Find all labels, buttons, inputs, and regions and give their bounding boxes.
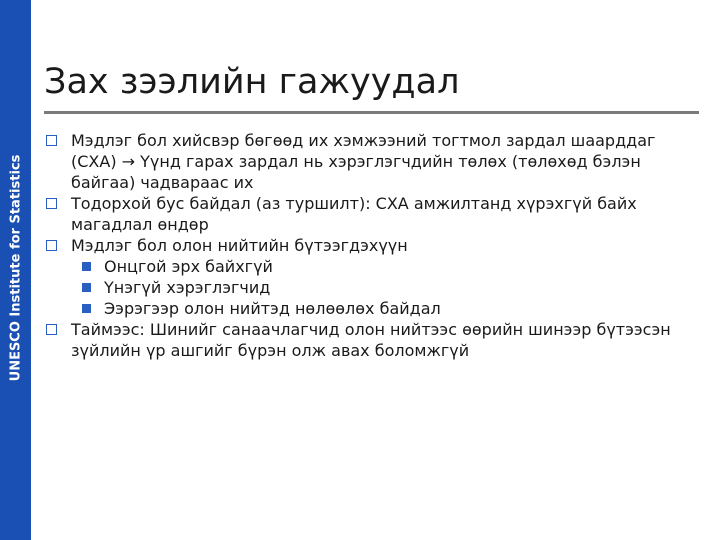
bullet-list [46, 130, 691, 361]
hollow-square-bullet-icon [46, 240, 57, 251]
hollow-square-bullet-icon [46, 324, 57, 335]
bullet-item [46, 235, 691, 256]
bullet-text: Мэдлэг бол хийсвэр бөгөөд их хэмжээний тогтмол зардал шаарддаг (СХА) → Үүнд гарах зардал нь хэрэглэгчдийн төлөх (төлөхөд бэлэн байгаа) чадвараас их [71, 131, 656, 192]
filled-square-bullet-icon [82, 304, 91, 313]
bullet-item [46, 130, 691, 193]
bullet-text: Мэдлэг бол олон нийтийн бүтээгдэхүүн [71, 236, 408, 255]
title-divider [44, 111, 699, 114]
sub-bullet-text: Ээрэгээр олон нийтэд нөлөөлөх байдал [104, 299, 441, 318]
sub-bullet-text: Онцгой эрх байхгүй [104, 257, 273, 276]
sub-bullet-text: Үнэгүй хэрэглэгчид [104, 278, 271, 297]
bullet-text: Таймээс: Шинийг санаачлагчид олон нийтээс өөрийн шинээр бүтээсэн зүйлийн үр ашгийг бүрэн олж авах боломжгүй [71, 320, 671, 360]
sub-bullet-item [46, 298, 691, 319]
bullet-item [46, 319, 691, 361]
slide-title: Зах зээлийн гажуудал [44, 62, 460, 102]
bullet-text: Тодорхой бус байдал (аз туршилт): СХА амжилтанд хүрэхгүй байх магадлал өндөр [71, 194, 637, 234]
hollow-square-bullet-icon [46, 135, 57, 146]
sidebar-band [0, 0, 31, 540]
sub-bullet-item [46, 256, 691, 277]
bullet-item [46, 193, 691, 235]
filled-square-bullet-icon [82, 283, 91, 292]
sub-bullet-item [46, 277, 691, 298]
sidebar-label: UNESCO Institute for Statistics [8, 154, 24, 382]
filled-square-bullet-icon [82, 262, 91, 271]
hollow-square-bullet-icon [46, 198, 57, 209]
